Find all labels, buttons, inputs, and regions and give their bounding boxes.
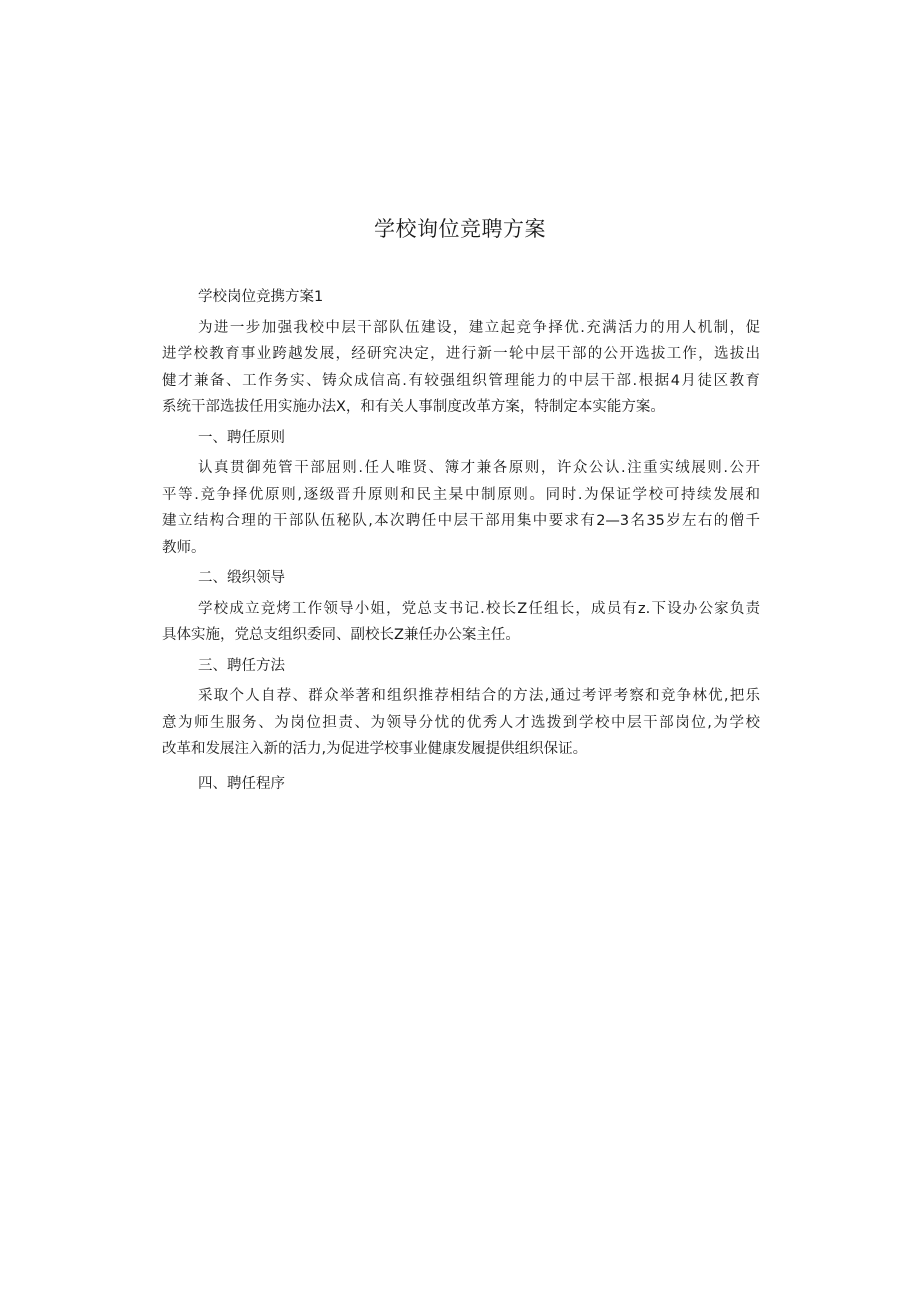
document-title: 学校询位竞聘方案 [374, 217, 546, 241]
paragraph-principles-line-2: 平等.竞争择优原则,逐级晋升原则和民主杲中制原则。同时.为保证学校可持续发展和 [162, 486, 760, 503]
paragraph-principles-line-1: 认真贯御苑管干部屈则.任人唯贤、簿才兼各原则，许众公认.注重实绒展则.公开 [198, 460, 760, 476]
paragraph-intro-line-1: 为进一步加强我校中层干部队伍建设，建立起竞争择优.充满活力的用人机制，促 [198, 319, 760, 336]
section-heading-procedure: 四、聘任程序 [198, 775, 285, 792]
paragraph-methods-line-3: 改革和发展注入新的活力,为促进学校事业健康发履提供组织保证。 [162, 741, 588, 757]
paragraph-methods-line-1: 采取个人自荐、群众举著和组织推荐相结合的方法,通过考评考察和竞争林优,把乐 [198, 688, 760, 704]
paragraph-methods-line-2: 意为师生服务、为岗位担责、为领导分忧的优秀人才选拨到学校中层干部岗位,为学校 [162, 714, 760, 731]
section-heading-principles: 一、聘任原则 [198, 429, 285, 446]
paragraph-leadership-line-2: 具体实施，党总支组织委同、副校长Z兼任办公案主任。 [162, 627, 520, 643]
section-heading-leadership: 二、缎织领导 [198, 570, 285, 586]
paragraph-principles-line-3: 建立结构合理的干部队伍秘队,本次聘任中层干部用集中要求有2—3名35岁左右的僧千 [162, 513, 760, 529]
paragraph-intro-line-3: 健才兼备、工作务实、铸众成信高.有较强组织管理能力的中层干部.根据4月徒区教育 [162, 372, 760, 389]
document-body [162, 284, 760, 797]
plan-subtitle: 学校岗位竞携方案1 [198, 289, 324, 305]
paragraph-leadership-line-1: 学校成立竞烤工作领导小姐，党总支书记.校长Z任组长，成员有z.下设办公家负责 [198, 600, 760, 617]
paragraph-principles-line-4: 教师。 [162, 539, 206, 556]
section-heading-methods: 三、聘任方法 [198, 657, 285, 674]
paragraph-intro-line-4: 系统干部选拔任用实施办法X，和有关人事制度改革方案，特制定本实能方案。 [162, 399, 665, 415]
paragraph-intro-line-2: 进学校教育事业跨越发展，经研究决定，进行新一轮中层干部的公开选拔工作，选拔出 [162, 346, 760, 362]
